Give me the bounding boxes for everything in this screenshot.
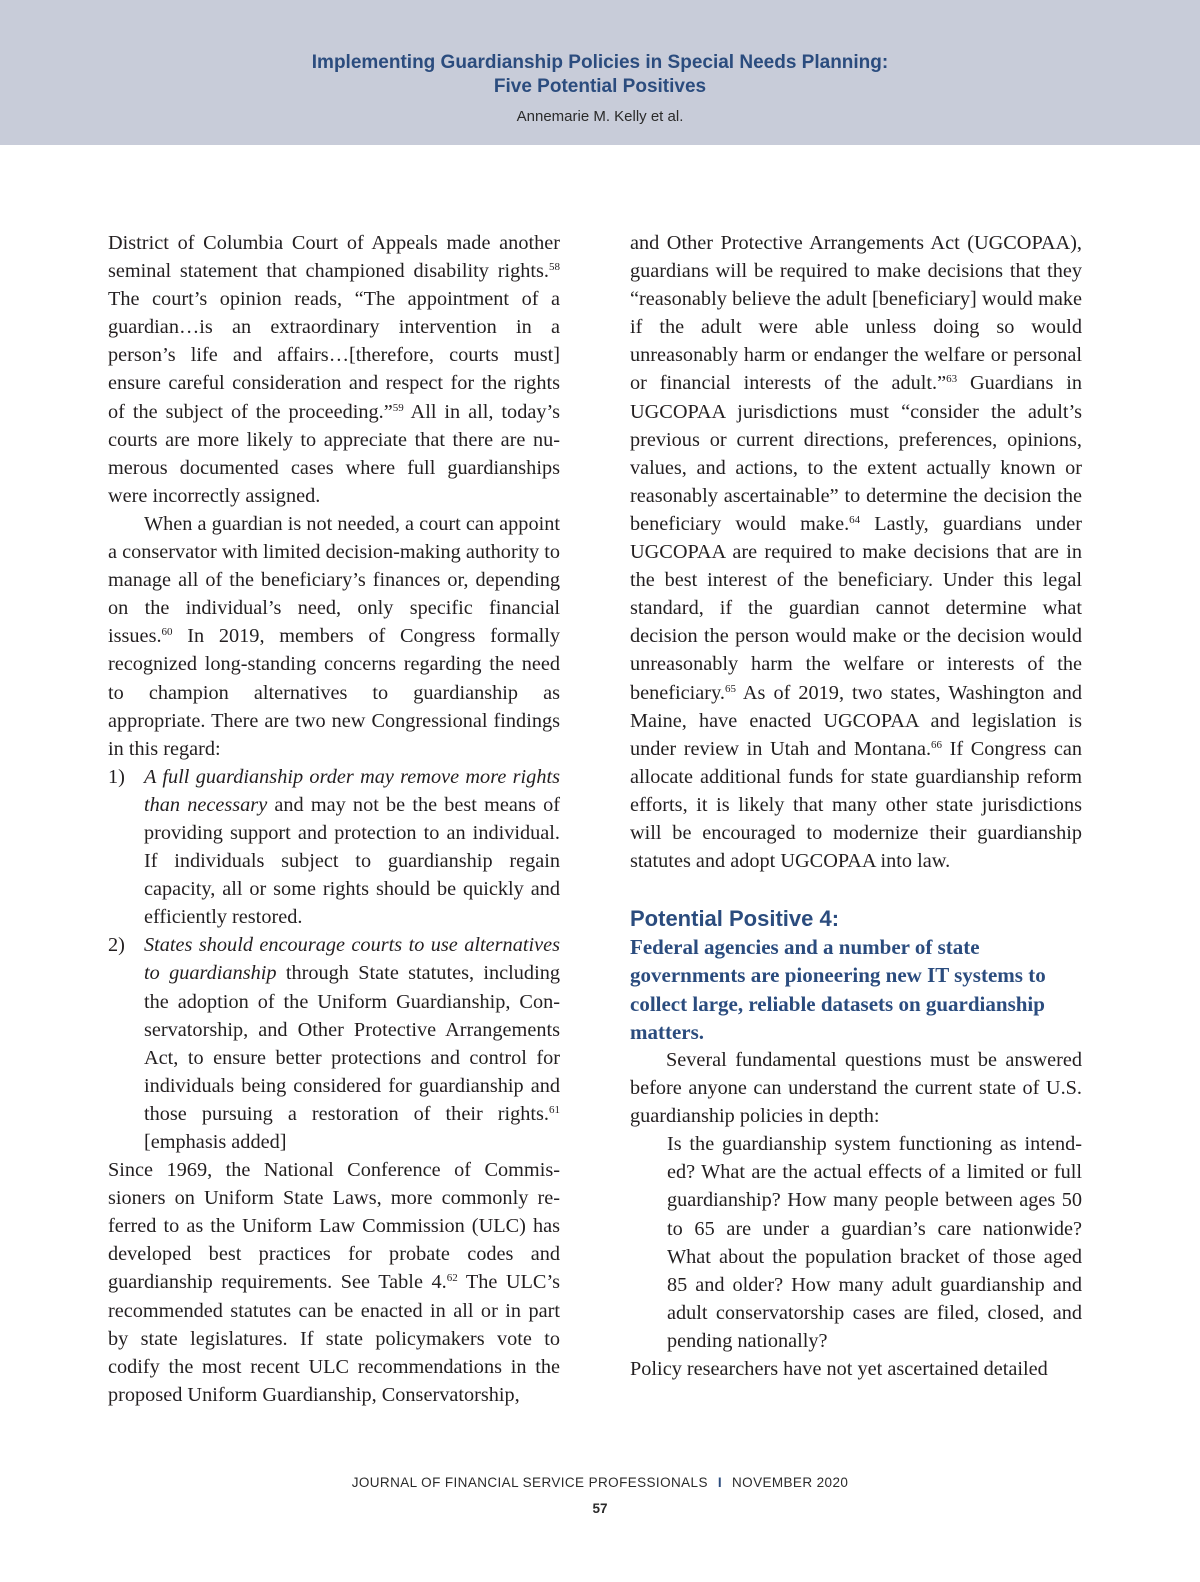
paragraph: Several fundamental questions must be answered before anyone can understand the current state of U.S. guardianship policies in depth:: [630, 1048, 1082, 1128]
footnote-ref: 64: [849, 513, 861, 526]
paragraph: Policy researchers have not yet ascertained detailed: [630, 1358, 1048, 1380]
section-subtitle: Federal agencies and a number of state governments are pioneering new IT systems to collect large, reliable datasets on guardianship matters.: [630, 935, 1046, 1044]
running-header: [0, 0, 1200, 145]
footnote-ref: 63: [946, 373, 958, 386]
footnote-ref: 60: [161, 626, 173, 639]
section-label: Potential Positive 4:: [630, 906, 840, 932]
issue-date: NOVEMBER 2020: [732, 1475, 849, 1490]
right-column: [630, 229, 1082, 1383]
block-quote: [630, 1130, 1082, 1355]
footnote-ref: 62: [446, 1272, 458, 1285]
footnote-ref: 66: [931, 738, 943, 751]
list-number: 2): [108, 934, 125, 957]
block-quote-text: Is the guardianship system functioning as intended? What are the actual effects of a limited or full guardianship? How many people between ages 50 to 65 are under a guardian’s care nationwide? What about the population bracket of those aged 85 and older? How many adult guardianship and adult conservatorship cases are filed, closed, and pending nationally?: [667, 1133, 1082, 1352]
footnote-ref: 61: [549, 1103, 560, 1116]
article-title: [0, 51, 1200, 99]
section-heading: [630, 905, 1082, 1046]
article-title-line-1: Implementing Guardianship Policies in Special Needs Planning:: [311, 52, 889, 73]
emphasized-finding: A full guardianship order may remove more rights than necessary: [144, 765, 560, 816]
list-item: 1) A full guardianship order may remove more rights than necessary and may not be the best means of providing support and protection to an individual. If individuals subject to guardianship regain capacity, all or some rights should be quickly and efficiently restored.: [108, 763, 560, 932]
footnote-ref: 59: [392, 401, 404, 414]
footnote-ref: 65: [724, 682, 736, 695]
footer-separator: I: [717, 1475, 723, 1490]
emphasized-finding: States should encourage courts to use alternatives to guardianship: [144, 934, 560, 985]
paragraph: and Other Protective Arrangements Act (UGCOPAA), guardians will be required to make decisions that they “reasonably believe the adult [beneficiary] would make if the adult were able unless doing so would unreasonably harm or endanger the welfare or personal or financial interests of the adult.”$^{63}$ Guardians in UGCOPAA jurisdictions must “consider the adult’s previous or current directions, preferences, opinions, values, and actions, to the extent actually known or reasonably ascertainable” to determine the decision the beneficiary would make.$^{64}$ Lastly, guardians under UGCOPAA are required to make decisions that are in the best interest of the beneficiary. Under this legal standard, if the guardian cannot determine what decision the person would make or the decision would unreasonably harm the welfare or interests of the beneficiary.$^{65}$ As of 2019, two states, Washington and Maine, have enacted UGCOPAA and legislation is under review in Utah and Montana.$^{66}$ If Congress can allocate additional funds for state guardianship reform efforts, it is likely that many other state jurisdictions will be encouraged to modernize their guardianship statutes and adopt UGCOPAA into law.: [630, 232, 1082, 873]
page-number: 57: [592, 1501, 608, 1516]
paragraph: District of Columbia Court of Appeals made another seminal statement that championed disability rights.$^{58}$ The court’s opinion reads, “The appointment of a guardian…is an extraordinary intervention in a person’s life and affairs…[therefore, courts must] ensure careful consideration and respect for the rights of the subject of the proceeding.”$^{59}$ All in all, today’s courts are more likely to appreciate that there are numerous documented cases where full guardianships were incorrectly assigned.: [108, 232, 561, 507]
footnote-ref: 58: [549, 261, 560, 274]
list-number: 1): [108, 765, 125, 788]
paragraph: Since 1969, the National Conference of Commissioners on Uniform State Laws, more commonly referred to as the Uniform Law Commission (ULC) has developed best practices for probate codes and guardianship requirements. See Table 4.62 The ULC’s recommended statutes can be enacted in all or in part by state legislatures. If state policymakers vote to codify the most recent ULC recommendations in the proposed Uniform Guardianship, Conservatorship,: [108, 1159, 560, 1406]
journal-name: JOURNAL OF FINANCIAL SERVICE PROFESSIONALS: [351, 1475, 708, 1490]
article-author: Annemarie M. Kelly et al.: [516, 108, 684, 125]
running-footer: [0, 1475, 1200, 1490]
left-column: [108, 229, 560, 1409]
list-item: 2) States should encourage courts to use alternatives to guardianship through State statutes, including the adoption of the Uniform Guardianship, Conservatorship, and Other Protective Arrangements Act, to ensure better protections and control for individuals being considered for guardianship and those pursuing a restoration of their rights.$^{61}$ [emphasis added]: [108, 931, 560, 1156]
article-title-line-2: Five Potential Positives: [493, 76, 707, 97]
paragraph: When a guardian is not needed, a court can appoint a conservator with limited decision-making authority to manage all of the beneficiary’s finances or, depending on the individual’s need, only specific financial issues.$^{60}$ In 2019, members of Congress formally recognized long-standing concerns regarding the need to champion alternatives to guardianship as appropriate. There are two new Congressional findings in this regard:: [108, 512, 560, 760]
